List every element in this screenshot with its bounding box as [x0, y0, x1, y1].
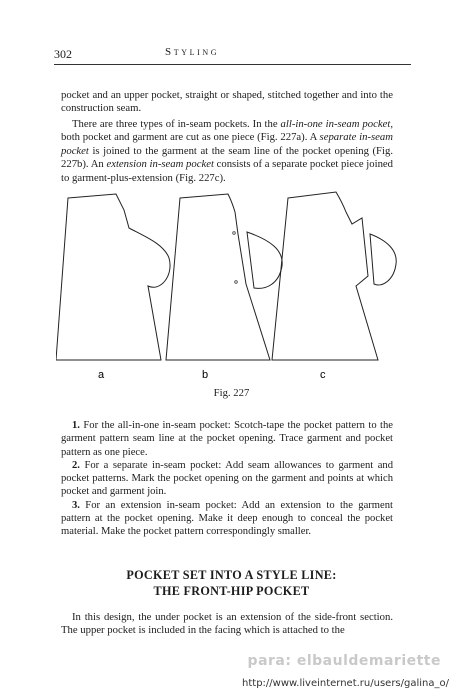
step-2-text: For a separate in-seam pocket: Add seam allowances to garment and pocket patterns. Mark the pocket opening on the garment and points at which pocket and garment join. — [61, 459, 393, 498]
italic-term: separate in-seam pocket — [61, 131, 393, 157]
page-number: 302 — [54, 47, 72, 61]
figure-caption: Fig. 227 — [213, 387, 250, 399]
step-1-text: For the all-in-one in-seam pocket: Scotch-tape the pocket pattern to the garment pattern seam line at the pocket opening. Trace garment and pocket pattern as one piece. — [61, 420, 393, 458]
text-run: In this design, the under pocket is an extension of the side-front section. The upper pocket is included in the facing which is attached to the — [61, 611, 393, 637]
figure-label-b: b — [202, 369, 209, 381]
text-run: There are three types of in-seam pockets. In the — [72, 118, 281, 130]
figure-label-a: a — [98, 369, 105, 381]
watermark-text: para: elbauldemariette — [247, 653, 441, 669]
step-2-number: 2. — [72, 459, 80, 471]
watermark-url: http://www.liveinternet.ru/users/galina_o/ — [242, 678, 449, 689]
section-heading-line-1: POCKET SET INTO A STYLE LINE: — [126, 568, 337, 582]
running-head: Styling — [165, 46, 220, 58]
step-3 — [61, 499, 393, 539]
header-rule — [54, 64, 411, 65]
pattern-a — [56, 194, 170, 360]
step-1-number: 1. — [72, 420, 80, 431]
section-heading-line-2: THE FRONT-HIP POCKET — [153, 584, 310, 598]
notch-b-top — [233, 232, 236, 235]
notch-b-bottom — [235, 281, 238, 284]
step-2 — [61, 459, 393, 499]
text-run: consists of a separate pocket piece joined to garment-plus-extension (Fig. 227c). — [61, 158, 394, 184]
pocket-piece-b — [247, 232, 282, 288]
text-run: , both pocket and garment are cut as one piece (Fig. 227a). A — [61, 118, 393, 144]
section-heading — [0, 567, 463, 599]
text-run: pocket and an upper pocket, straight or shaped, stitched together and into the construction seam. — [61, 89, 393, 115]
step-3-number: 3. — [72, 499, 80, 511]
pocket-piece-c — [370, 234, 396, 285]
text-run: is joined to the garment at the seam line of the pocket opening (Fig. 227b). An — [61, 144, 393, 171]
paragraph-intro — [61, 89, 393, 116]
instruction-steps — [61, 419, 393, 539]
paragraph-front-hip — [61, 611, 393, 638]
pattern-b — [166, 194, 282, 360]
figure-227-illustration — [56, 188, 406, 383]
figure-label-c: c — [320, 369, 326, 381]
step-3-text: For an extension in-seam pocket: Add an extension to the garment pattern at the pocket opening. Make it deep enough to conceal the pocket material. Make the pocket pattern correspondingly smaller. — [61, 499, 393, 538]
step-1 — [61, 419, 393, 459]
italic-term: extension in-seam pocket — [106, 158, 214, 171]
pattern-c — [272, 192, 396, 360]
italic-term: all-in-one in-seam pocket — [280, 118, 391, 130]
paragraph-pocket-types — [61, 118, 393, 185]
